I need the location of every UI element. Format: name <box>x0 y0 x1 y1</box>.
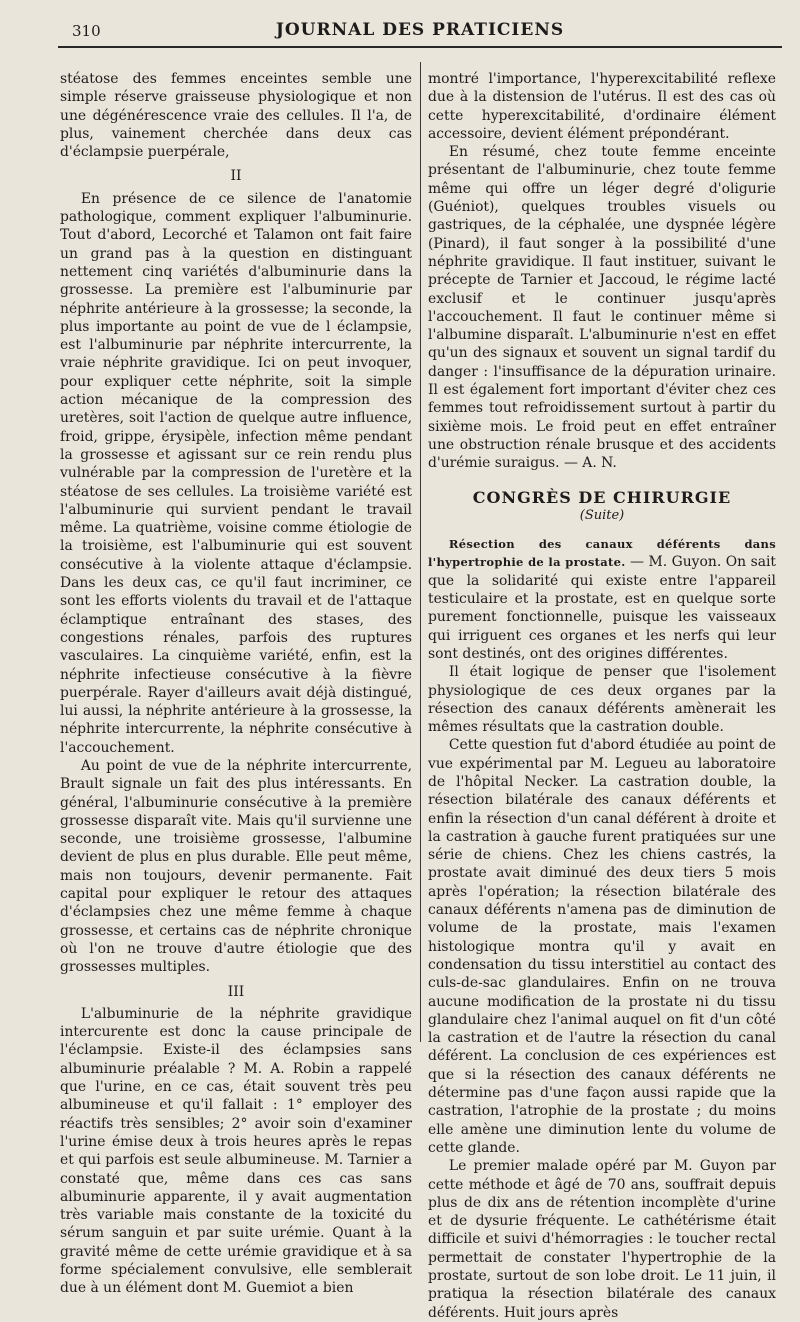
page-number: 310 <box>72 22 101 40</box>
section-subtitle: (Suite) <box>579 507 625 523</box>
paragraph: Il était logique de penser que l'isolement physiologique de ces deux organes par la résection des canaux déférents amènerait les mêmes résultats que la castration double. <box>428 664 776 736</box>
paragraph: stéatose des femmes enceintes semble une simple réserve graisseuse physiologique et non une dégénérescence vraie des cellules. Il l'a, de plus, vainement cherchée dans deux cas d'éclampsie puerpérale, <box>60 71 412 161</box>
journal-title: JOURNAL DES PRATICIENS <box>275 20 565 40</box>
paragraph: Le premier malade opéré par M. Guyon par cette méthode et âgé de 70 ans, souffrait depuis plus de dix ans de rétention incomplète d'urine et de dysurie fréquente. Le cathétérisme était difficile et suivi d'hémorragies : le toucher rectal permettait de constater l'hypertrophie de la prostate, surtout de son lobe droit. Le 11 juin, il pratiqua la résection bilatérale des canaux déférents. Huit jours après <box>428 1158 776 1321</box>
article-rubric: Résection des canaux déférents dans l'hypertrophie de la prostate. <box>428 537 776 570</box>
paragraph: Au point de vue de la néphrite intercurrente, Brault signale un fait des plus intéressants. En général, l'albuminurie consécutive à la première grossesse disparaît vite. Mais qu'il survienne une seconde, une troisième grossesse, l'albumine devient de plus en plus durable. Elle peut même, mais non toujours, devenir permanente. Fait capital pour expliquer le retour des attaques d'éclampsies chez une même femme à chaque grossesse, et certains cas de néphrite chronique où l'on ne trouve d'autre étiologie que des grossesses multiples. <box>60 757 412 976</box>
page-header <box>58 12 782 42</box>
paragraph: L'albuminurie de la néphrite gravidique intercurente est donc la cause principale de l'éclampsie. Existe-il des éclampsies sans albuminurie préalable ? M. A. Robin a rappelé que l'urine, en ce cas, était souvent très peu albumineuse et qu'il fallait : 1° employer des réactifs très sensibles; 2° avoir soin d'examiner l'urine émise deux à trois heures après le repas et qui parfois est seule albumineuse. M. Tarnier a constaté que, même dans ces cas sans albuminurie apparente, il y avait augmentation très variable mais constante de la toxicité du sérum sanguin et par suite urémie. Quant à la gravité même de cette urémie gravidique et à sa forme spécialement convulsive, elle semblerait due à un élément dont M. Guemiot a bien <box>60 1005 412 1297</box>
paragraph: En résumé, chez toute femme enceinte présentant de l'albuminurie, chez toute femme même qui offre un léger degré d'oligurie (Guéniot), quelques troubles visuels ou gastriques, de la céphalée, une dyspnée légère (Pinard), il faut songer à la possibilité d'une néphrite gravidique. Il faut instituer, suivant le précepte de Tarnier et Jaccoud, le régime lacté exclusif et le continuer jusqu'après l'accouchement. Il faut le continuer même si l'albumine disparaît. L'albuminurie n'est en effet qu'un des signaux et souvent un signal tardif du danger : l'insuffisance de la dépuration urinaire. Il est également fort important d'éviter chez ces femmes tout refroidissement surtout à partir du sixième mois. Le froid peut en effet entraîner une obstruction rénale brusque et des accidents d'urémie suraigus. — A. N. <box>428 144 776 472</box>
section-title: CONGRÈS DE CHIRURGIE <box>472 487 732 507</box>
section-number: II <box>230 168 242 185</box>
paragraph: Cette question fut d'abord étudiée au point de vue expérimental par M. Legueu au laboratoire de l'hôpital Necker. La castration double, la résection bilatérale des canaux déférents et enfin la résection d'un canal déférent à droite et la castration à gauche furent pratiquées sur une série de chiens. Chez les chiens castrés, la prostate avait diminué des deux tiers 5 mois après l'opération; la résection bilatérale des canaux déférents n'amena pas de diminution de volume de la prostate, mais l'examen histologique montra qu'il y avait en condensation du tissu interstitiel au contact des culs-de-sac glandulaires. Enfin on ne trouva aucune modification de la prostate ni du tissu glandulaire chez l'animal auquel on fit d'un côté la castration et de l'autre la résection du canal déférent. La conclusion de ces expériences est que si la résection des canaux déférents ne détermine pas d'une façon aussi rapide que la castration, l'atrophie de la prostate ; du moins elle amène une diminution lente du volume de cette glande. <box>428 737 776 1156</box>
paragraph: En présence de ce silence de l'anatomie pathologique, comment expliquer l'albuminurie. Tout d'abord, Lecorché et Talamon ont fait faire un grand pas à la question en distinguant nettement cinq variétés d'albuminurie dans la grossesse. La première est l'albuminurie par néphrite antérieure à la grossesse; la seconde, la plus importante au point de vue de l éclampsie, est l'albuminurie par néphrite intercurrente, la vraie néphrite gravidique. Ici on peut invoquer, pour expliquer cette néphrite, soit la simple action mécanique de la compression des uretères, soit l'action de quelque autre influence, froid, grippe, érysipèle, infection même pendant la grossesse et agissant sur ce rein rendu plus vulnérable par la compression de l'uretère et la stéatose de ses cellules. La troisième variété est l'albuminurie qui survient pendant le travail même. La quatrième, voisine comme étiologie de la troisième, est l'albuminurie qui est souvent consécutive à la violente attaque d'éclampsie. Dans les deux cas, ce qu'il faut incriminer, ce sont les efforts violents du travail et de l'attaque éclamptique entraînant des stases, des congestions rénales, parfois des ruptures vasculaires. La cinquième variété, enfin, est la néphrite infectieuse consécutive à la fièvre puerpérale. Rayer d'ailleurs avait déjà distingué, lui aussi, la néphrite antérieure à la grossesse, la néphrite intercurrente, la néphrite consécutive à l'accouchement. <box>60 190 412 756</box>
paragraph <box>428 535 776 663</box>
paragraph: montré l'importance, l'hyperexcitabilité reflexe due à la distension de l'utérus. Il est des cas où cette hyperexcitabilité, d'ordinaire élément accessoire, devient élément prépondérant. <box>428 71 776 142</box>
right-column <box>428 70 776 1322</box>
column-divider <box>420 62 421 1042</box>
section-number: III <box>227 983 245 1000</box>
header-rule <box>58 46 782 48</box>
left-column <box>60 70 412 1298</box>
paragraph-text: — M. Guyon. On sait que la solidarité qui existe entre l'appareil testiculaire et la prostate, est en quelque sorte purement fonctionnelle, puisque les vaisseaux qui irriguent ces organes et les nerfs qui leur sont destinés, ont des origines différentes. <box>428 554 777 662</box>
